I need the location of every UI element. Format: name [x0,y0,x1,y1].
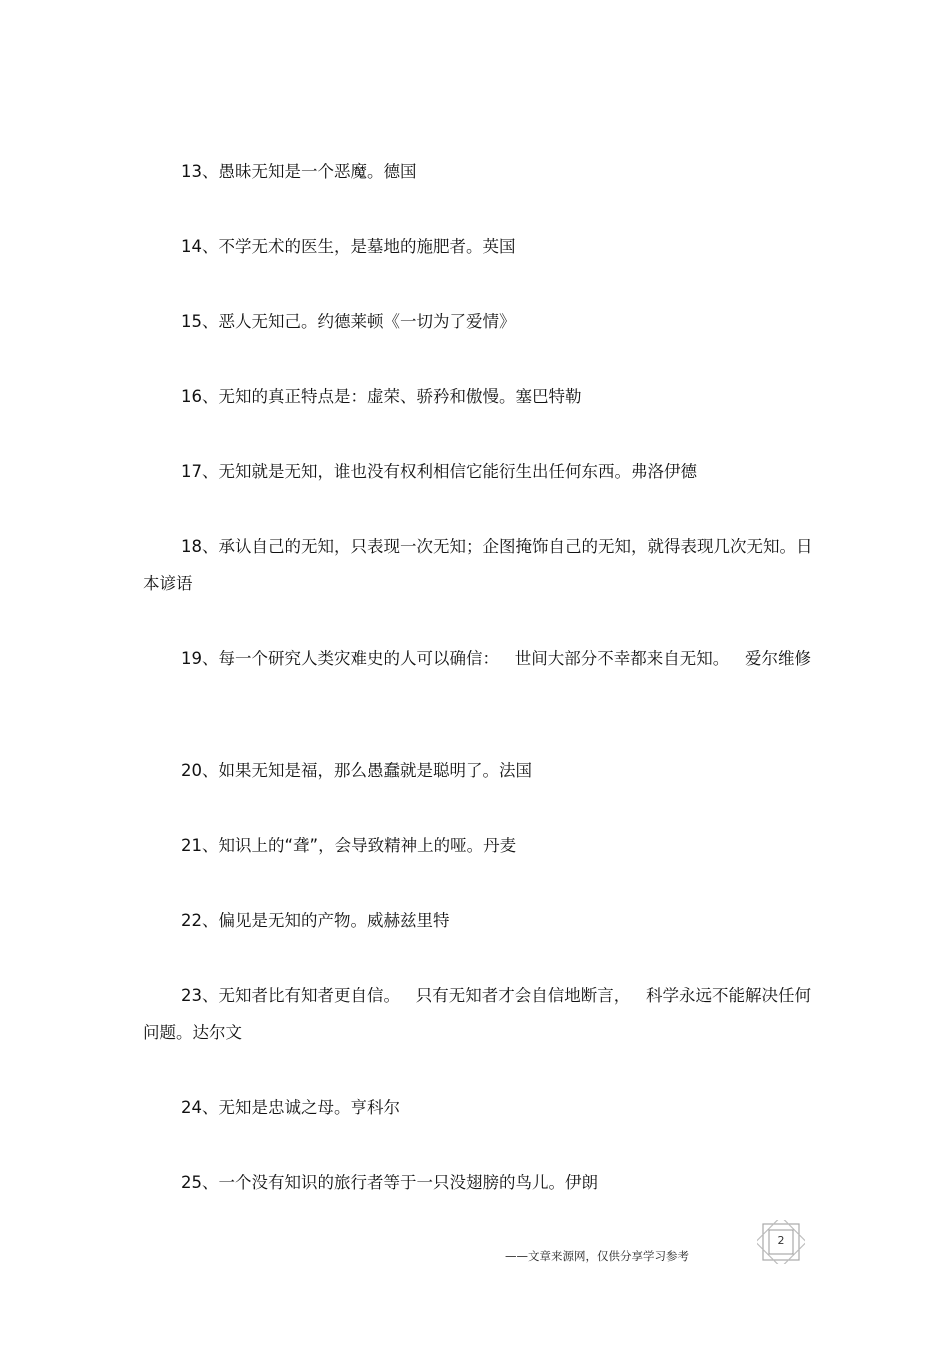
footer-source-note: ——文章来源网，仅供分享学习参考 [505,1249,689,1263]
quote-20: 20、如果无知是福，那么愚蠢就是聪明了。法国 [181,761,532,780]
quote-16: 16、无知的真正特点是：虚荣、骄矜和傲慢。塞巴特勒 [181,387,582,406]
page-number: 2 [777,1234,785,1247]
quote-22: 22、偏见是无知的产物。威赫兹里特 [181,911,450,930]
quote-21: 21、知识上的“聋”，会导致精神上的哑。丹麦 [181,836,517,855]
page-number-badge [757,1220,805,1264]
quote-25: 25、一个没有知识的旅行者等于一只没翅膀的鸟儿。伊朗 [181,1173,598,1192]
quote-23: 23、无知者比有知者更自信。 只有无知者才会自信地断言， 科学永远不能解决任何问题。达尔文 [143,986,811,1042]
quote-15: 15、恶人无知己。约德莱顿《一切为了爱情》 [181,312,516,331]
quote-19: 19、每一个研究人类灾难史的人可以确信： 世间大部分不幸都来自无知。 爱尔维修 [181,649,811,668]
quote-14: 14、不学无术的医生，是墓地的施肥者。英国 [181,237,516,256]
quote-17: 17、无知就是无知，谁也没有权利相信它能衍生出任何东西。弗洛伊德 [181,462,697,481]
quote-24: 24、无知是忠诚之母。亨科尔 [181,1098,400,1117]
quote-13: 13、愚昧无知是一个恶魔。德国 [181,162,417,181]
quote-18: 18、承认自己的无知，只表现一次无知；企图掩饰自己的无知，就得表现几次无知。日本谚语 [143,537,813,593]
